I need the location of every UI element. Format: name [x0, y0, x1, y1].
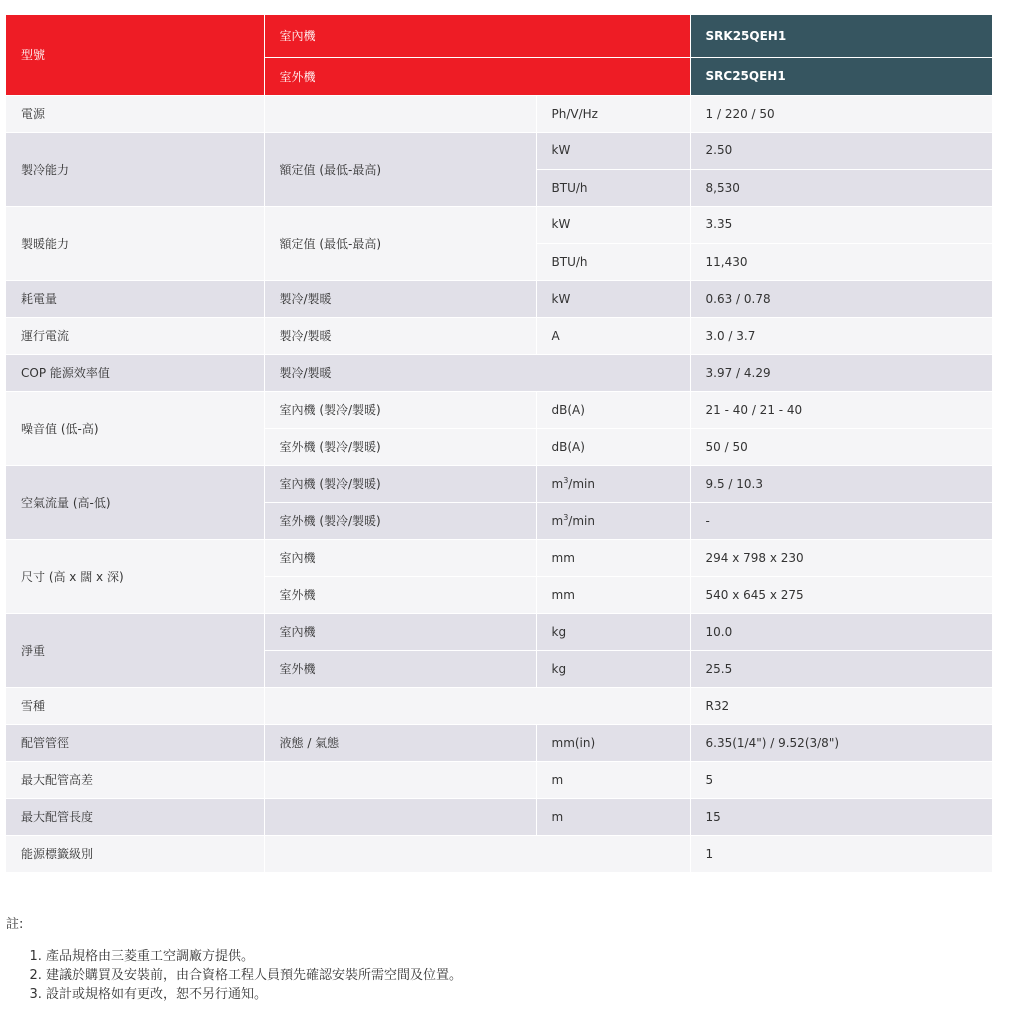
row-unit: m [536, 798, 690, 835]
row-condition: 製冷/製暖 [264, 317, 536, 354]
note-item: 2. 建議於購買及安裝前，由合資格工程人員預先確認安裝所需空間及位置。 [46, 966, 462, 985]
row-value: 3.35 [690, 206, 992, 243]
row-value: 3.97 / 4.29 [690, 354, 992, 391]
row-unit: kg [536, 650, 690, 687]
row-unit: kW [536, 206, 690, 243]
row-unit: dB(A) [536, 391, 690, 428]
row-unit: BTU/h [536, 169, 690, 206]
row-unit: kW [536, 280, 690, 317]
spec-table [6, 15, 993, 873]
row-unit: A [536, 317, 690, 354]
row-value: 0.63 / 0.78 [690, 280, 992, 317]
notes-list [6, 947, 462, 1004]
row-condition: 室內機 (製冷/製暖) [264, 465, 536, 502]
row-condition [264, 835, 690, 872]
table-row [6, 687, 992, 724]
row-label: 淨重 [6, 613, 264, 687]
row-unit: kg [536, 613, 690, 650]
row-condition [264, 798, 536, 835]
row-condition: 室內機 (製冷/製暖) [264, 391, 536, 428]
row-condition: 室外機 (製冷/製暖) [264, 428, 536, 465]
indoor-model: SRK25QEH1 [690, 15, 992, 57]
row-value: 540 x 645 x 275 [690, 576, 992, 613]
note-item: 1. 產品規格由三菱重工空調廠方提供。 [46, 947, 462, 966]
table-row [6, 724, 992, 761]
row-label: 製冷能力 [6, 132, 264, 206]
row-label: 最大配管長度 [6, 798, 264, 835]
row-condition: 室內機 [264, 613, 536, 650]
table-row [6, 95, 992, 132]
row-label: 能源標籤級別 [6, 835, 264, 872]
row-condition: 製冷/製暖 [264, 354, 690, 391]
table-row [6, 539, 992, 576]
row-unit: mm [536, 576, 690, 613]
outdoor-model: SRC25QEH1 [690, 57, 992, 95]
row-label: 製暖能力 [6, 206, 264, 280]
table-row [6, 391, 992, 428]
row-unit: mm(in) [536, 724, 690, 761]
row-unit: kW [536, 132, 690, 169]
row-value: 9.5 / 10.3 [690, 465, 992, 502]
row-condition: 室外機 [264, 576, 536, 613]
note-item: 3. 設計或規格如有更改，恕不另行通知。 [46, 985, 462, 1004]
table-row [6, 761, 992, 798]
row-value: 8,530 [690, 169, 992, 206]
row-condition: 室外機 (製冷/製暖) [264, 502, 536, 539]
row-value: 5 [690, 761, 992, 798]
row-condition [264, 95, 536, 132]
table-row [6, 280, 992, 317]
row-label: COP 能源效率值 [6, 354, 264, 391]
row-label: 雪種 [6, 687, 264, 724]
row-label: 電源 [6, 95, 264, 132]
row-value: 2.50 [690, 132, 992, 169]
row-unit: Ph/V/Hz [536, 95, 690, 132]
table-row [6, 613, 992, 650]
row-label: 最大配管高差 [6, 761, 264, 798]
row-value: 10.0 [690, 613, 992, 650]
notes-heading: 註: [6, 917, 24, 932]
row-value: 1 / 220 / 50 [690, 95, 992, 132]
row-unit: m [536, 761, 690, 798]
row-value: 50 / 50 [690, 428, 992, 465]
row-unit: BTU/h [536, 243, 690, 280]
row-value: 294 x 798 x 230 [690, 539, 992, 576]
row-value: 21 - 40 / 21 - 40 [690, 391, 992, 428]
row-label: 配管管徑 [6, 724, 264, 761]
table-row [6, 206, 992, 243]
row-unit: mm [536, 539, 690, 576]
row-label: 噪音值 (低-高) [6, 391, 264, 465]
row-condition [264, 687, 690, 724]
row-condition: 室內機 [264, 539, 536, 576]
row-condition [264, 761, 536, 798]
row-condition: 室外機 [264, 650, 536, 687]
row-value: 15 [690, 798, 992, 835]
row-unit: $m^3/\min$ [536, 465, 690, 502]
row-value: 25.5 [690, 650, 992, 687]
row-label: 運行電流 [6, 317, 264, 354]
row-value: 11,430 [690, 243, 992, 280]
outdoor-unit-header: 室外機 [264, 57, 690, 95]
row-label: 空氣流量 (高-低) [6, 465, 264, 539]
table-row [6, 798, 992, 835]
table-row [6, 317, 992, 354]
row-value: R32 [690, 687, 992, 724]
row-condition: 額定值 (最低-最高) [264, 206, 536, 280]
row-value: 6.35(1/4") / 9.52(3/8") [690, 724, 992, 761]
row-label: 尺寸 (高 x 闊 x 深) [6, 539, 264, 613]
row-condition: 液態 / 氣態 [264, 724, 536, 761]
table-row [6, 835, 992, 872]
row-label: 耗電量 [6, 280, 264, 317]
row-condition: 製冷/製暖 [264, 280, 536, 317]
indoor-unit-header: 室內機 [264, 15, 690, 57]
row-unit: $m^3/\min$ [536, 502, 690, 539]
row-value: - [690, 502, 992, 539]
row-unit: dB(A) [536, 428, 690, 465]
notes-section [6, 913, 462, 1004]
row-condition: 額定值 (最低-最高) [264, 132, 536, 206]
model-header: 型號 [6, 15, 264, 95]
table-row [6, 354, 992, 391]
row-value: 1 [690, 835, 992, 872]
table-row [6, 132, 992, 169]
table-row [6, 465, 992, 502]
row-value: 3.0 / 3.7 [690, 317, 992, 354]
